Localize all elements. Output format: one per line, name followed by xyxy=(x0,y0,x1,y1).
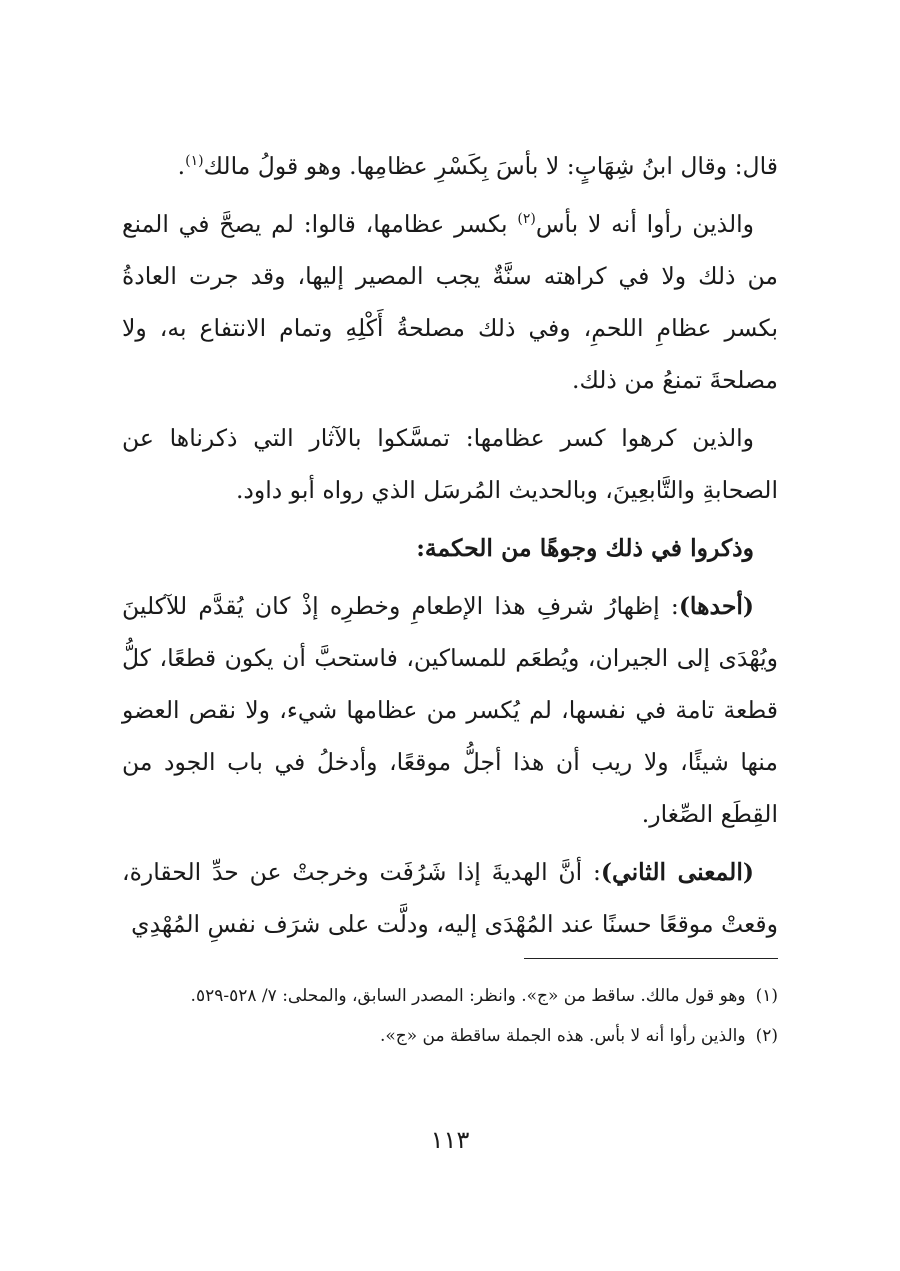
paragraph-6-lead: (المعنى الثاني) xyxy=(600,858,754,886)
main-text xyxy=(122,140,778,956)
footnote-ref-2: (٢) xyxy=(517,211,536,228)
section-heading-text: وذكروا في ذلك وجوهًا من الحكمة: xyxy=(416,534,754,562)
footnote-ref-1: (١) xyxy=(185,153,204,170)
footnote-divider xyxy=(524,958,778,959)
paragraph-3-text: والذين كرهوا كسر عظامها: تمسَّكوا بالآثار التي ذكرناها عن الصحابةِ والتَّابعِينَ، وبالحديث المُرسَل الذي رواه أبو داود. xyxy=(122,424,778,504)
paragraph-2-tail: بكسر عظامها، قالوا: لم يصحَّ في المنع من ذلك ولا في كراهته سنَّةٌ يجب المصير إليها، وقد جرت العادةُ بكسر عظامِ اللحمِ، وفي ذلك مصلحةُ أَكْلِهِ وتمام الانتفاع به، ولا مصلحةَ تمنعُ من ذلك. xyxy=(122,210,778,394)
paragraph-1 xyxy=(122,140,778,192)
footnote-1-text: وهو قول مالك. ساقط من «ج». وانظر: المصدر السابق، والمحلى: ٧/ ٥٢٨-٥٢٩. xyxy=(190,986,746,1006)
footnote-2 xyxy=(122,1020,778,1052)
paragraph-5-lead: (أحدها) xyxy=(678,592,754,620)
paragraph-3 xyxy=(122,412,778,516)
footnotes xyxy=(122,980,778,1060)
paragraph-1-text: قال: وقال ابنُ شِهَابٍ: لا بأسَ بِكَسْرِ عظامِها. وهو قولُ مالك xyxy=(203,152,778,180)
paragraph-2-text: والذين رأوا أنه لا بأس xyxy=(535,210,754,238)
footnote-2-number: (٢) xyxy=(755,1026,778,1046)
paragraph-5-text: : إظهارُ شرفِ هذا الإطعامِ وخطرِه إذْ كان يُقدَّم للآكلينَ ويُهْدَى إلى الجيران، ويُطعَم للمساكين، فاستحبَّ أن يكون قطعًا، كلُّ قطعة تامة في نفسها، لم يُكسر من عظامها شيء، ولا نقص العضو منها شيئًا، ولا ريب أن هذا أجلُّ موقعًا، وأدخلُ في باب الجود من القِطَع الصِّغار. xyxy=(122,592,778,828)
section-heading xyxy=(122,522,778,574)
footnote-2-text: والذين رأوا أنه لا بأس. هذه الجملة ساقطة من «ج». xyxy=(379,1026,746,1046)
paragraph-2 xyxy=(122,198,778,406)
footnote-1-number: (١) xyxy=(755,986,778,1006)
page-number: ١١٣ xyxy=(430,1126,470,1154)
footnote-1 xyxy=(122,980,778,1012)
paragraph-6-text: : أنَّ الهديةَ إذا شَرُفَت وخرجتْ عن حدِّ الحقارة، وقعتْ موقعًا حسنًا عند المُهْدَى إليه، ودلَّت على شرَف نفسِ المُهْدِي xyxy=(122,858,778,938)
paragraph-6 xyxy=(122,846,778,950)
paragraph-5 xyxy=(122,580,778,840)
paragraph-1-tail: . xyxy=(177,152,186,180)
